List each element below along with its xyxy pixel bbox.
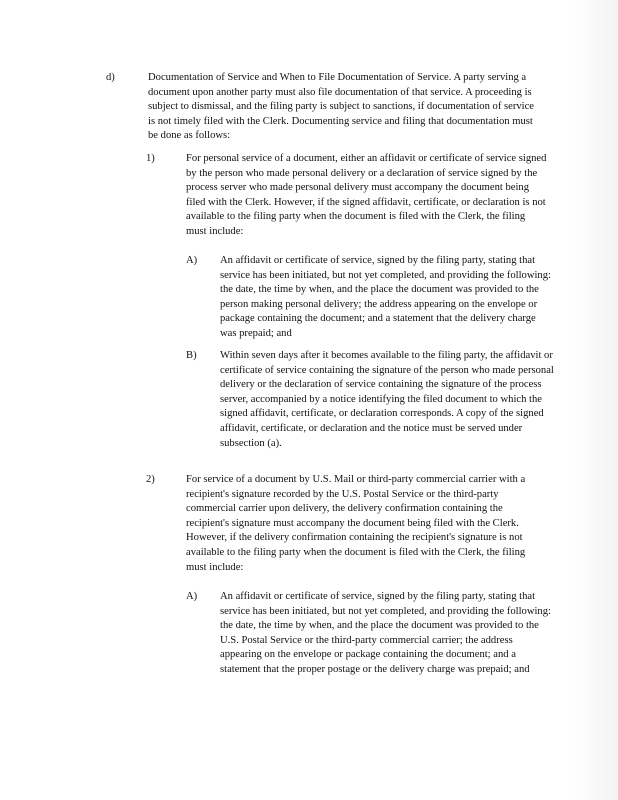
item-1-sub-a-text: An affidavit or certificate of service, signed by the filing party, stating that service has been initiated, but not yet completed, and providing the following: the date, the time by when, and the place the document was provided to the person making personal delivery; the address appearing on the envelope or package containing the document; and a statement that the delivery charge was prepaid; and (220, 255, 551, 339)
item-2-text: For service of a document by U.S. Mail or third-party commercial carrier with a recipient's signature recorded by the U.S. Postal Service or the third-party commercial carrier upon delivery, the delivery confirmation containing the recipient's signature must accompany the document being filed with the Clerk. However, if the delivery confirmation containing the recipient's signature is not available to the filing party when the document is filed with the Clerk, the filing must include: (186, 474, 526, 573)
item-1-sub-a-label: A) (186, 255, 198, 266)
item-2-label: 2) (146, 474, 155, 485)
item-1-sub-b-label: B) (186, 350, 197, 361)
item-1-label: 1) (146, 153, 155, 164)
section-d-text: Documentation of Service and When to File Documentation of Service. A party serving a document upon another party must also file documentation of that service. A proceeding is subject to dismissal, and the filing party is subject to sanctions, if documentation of service is not timely filed with the Clerk. Documenting service and filing that documentation must be done as follows: (148, 72, 535, 142)
item-1-text: For personal service of a document, either an affidavit or certificate of service signed by the person who made personal delivery or a declaration of service signed by the process server who made personal delivery must accompany the document being filed with the Clerk. However, if the signed affidavit, certificate, or declaration is not available to the filing party when the document is filed with the Clerk, the filing must include: (186, 153, 547, 237)
scan-edge-shading (568, 0, 618, 800)
item-2-sub-a-text: An affidavit or certificate of service, signed by the filing party, stating that service has been initiated, but not yet completed, and providing the following: the date, the time by when, and the place the document was provided to the U.S. Postal Service or the third-party commercial carrier; the address appearing on the envelope or package containing the document; and a statement that the proper postage or the delivery charge was prepaid; and (220, 591, 551, 675)
item-2-sub-a-label: A) (186, 591, 198, 602)
item-1-sub-b-text: Within seven days after it becomes available to the filing party, the affidavit or certificate of service containing the signature of the person who made personal delivery or the declaration of service containing the signature of the process server, accompanied by a notice identifying the filed document to which the signed affidavit, certificate, or declaration corresponds. A copy of the signed affidavit, certificate, or declaration and the notice must be served under subsection (a). (220, 350, 554, 449)
section-d-label: d) (106, 72, 115, 83)
